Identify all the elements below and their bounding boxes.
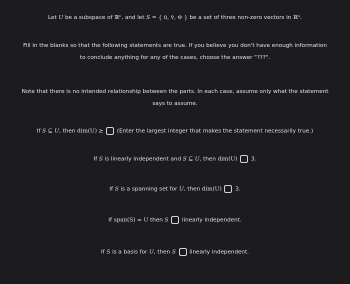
q4-tail: linearly independent. xyxy=(182,217,242,224)
q3-then: , then xyxy=(183,186,201,193)
problem-intro xyxy=(0,14,350,22)
note-text-2: says to assume. xyxy=(152,101,198,107)
q1-lead: If xyxy=(36,128,41,135)
q3-lead: If xyxy=(109,186,114,193)
q4-S: S xyxy=(164,217,169,224)
q3-tail: 3. xyxy=(235,186,241,193)
intro-and-let: , and let xyxy=(121,15,145,21)
math-Rn-end: ℝⁿ. xyxy=(293,15,302,21)
instructions-text-1: Fill in the blanks so that the following statements are true. If you believe you don't have enough information xyxy=(23,43,327,49)
question-3 xyxy=(0,185,350,194)
q3-expression: dim(U) xyxy=(201,186,222,193)
question-2 xyxy=(0,155,350,164)
q1-then: , then xyxy=(59,128,76,135)
q4-then: then xyxy=(150,217,163,224)
q5-U: U xyxy=(149,249,154,256)
math-U: U xyxy=(58,15,64,21)
note-line-2 xyxy=(0,100,350,108)
q2-then: , then xyxy=(199,156,216,163)
q1-expression: dim(U) ≥ xyxy=(77,128,104,135)
q2-mid: is linearly independent and xyxy=(104,156,182,163)
intro-prefix: Let xyxy=(48,15,57,21)
question-4 xyxy=(0,216,350,225)
instructions-line-2 xyxy=(0,54,350,62)
q2-expression: dim(U) xyxy=(217,156,238,163)
q2-S: S xyxy=(99,156,103,163)
question-5 xyxy=(0,248,350,257)
note-line-1 xyxy=(0,88,350,96)
q2-answer-select[interactable] xyxy=(240,155,248,163)
instructions-line-1 xyxy=(0,42,350,50)
instructions-text-2: to conclude anything for any of the cases, choose the answer "???". xyxy=(79,55,271,61)
q2-condition: S ⊆ U xyxy=(182,156,200,163)
q3-S: S xyxy=(114,186,119,193)
q5-tail: linearly independent. xyxy=(189,249,249,256)
q2-tail: 3. xyxy=(251,156,257,163)
question-1 xyxy=(0,127,350,136)
note-text-1: Note that there is no intended relationship between the parts. In each case, assume only what the statement xyxy=(21,89,329,95)
q4-lead: If xyxy=(108,217,112,224)
q3-answer-select[interactable] xyxy=(224,185,232,193)
math-Rn: ℝⁿ xyxy=(114,15,122,21)
q5-mid: is a basis for xyxy=(112,249,148,256)
q5-lead: If xyxy=(101,249,105,256)
q1-condition: S ⊆ U xyxy=(42,128,60,135)
q4-expression: span(S) = U xyxy=(113,217,149,224)
q5-S2: S xyxy=(171,249,176,256)
q5-then: , then xyxy=(153,249,171,256)
math-set: = { ū, v̄, w̄ } xyxy=(151,15,188,21)
q3-U: U xyxy=(179,186,184,193)
q2-lead: If xyxy=(93,156,98,163)
q1-answer-input[interactable] xyxy=(106,127,114,135)
q1-hint: (Enter the largest integer that makes the statement necessarily true.) xyxy=(116,128,314,135)
q3-mid: is a spanning set for xyxy=(120,186,178,193)
intro-subspace-text: be a subspace of xyxy=(64,15,113,21)
q5-S: S xyxy=(106,249,111,256)
q5-answer-select[interactable] xyxy=(179,248,187,256)
math-S: S xyxy=(146,15,151,21)
intro-suffix: be a set of three non-zero vectors in xyxy=(189,15,292,21)
q4-answer-select[interactable] xyxy=(171,216,179,224)
